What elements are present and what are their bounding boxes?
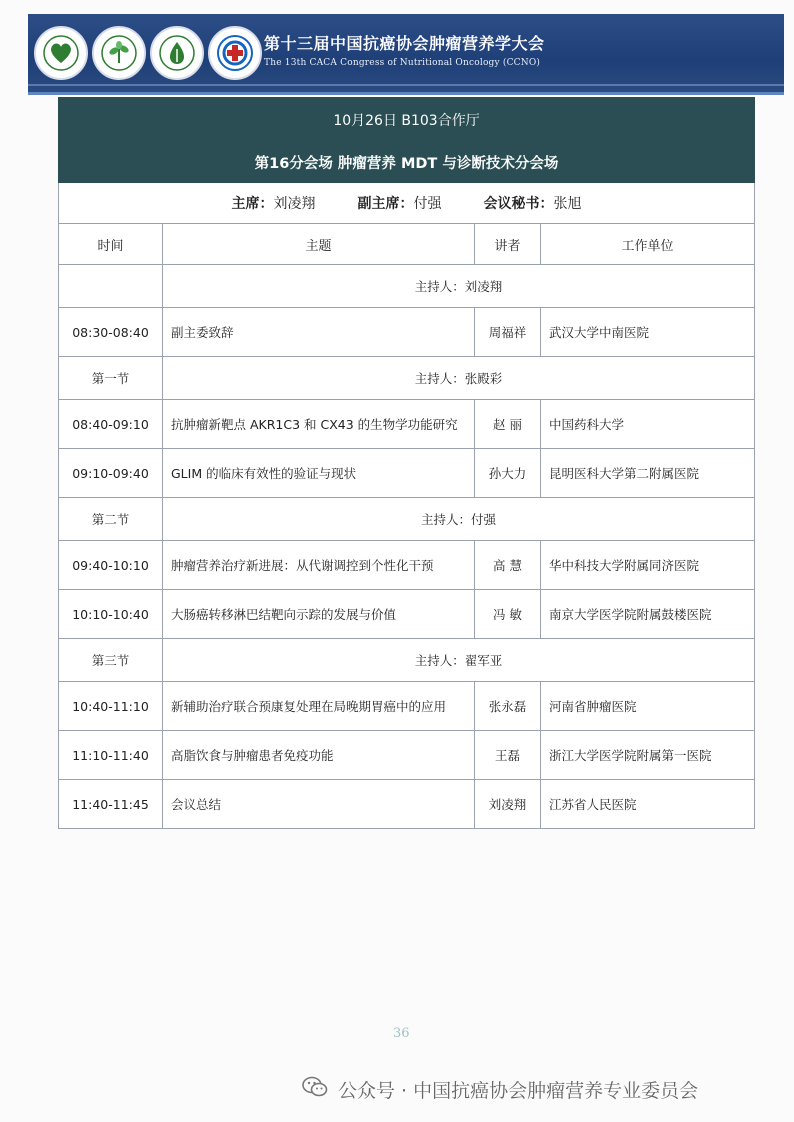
column-header-topic: 主题: [163, 224, 475, 265]
talk-unit: 南京大学医学院附属鼓楼医院: [541, 590, 755, 639]
drop-logo-icon: [150, 26, 204, 80]
host-row: [59, 498, 755, 541]
vice-chair-name: 付强: [413, 196, 442, 212]
talk-speaker: 冯 敏: [475, 590, 541, 639]
talk-speaker: 刘凌翔: [475, 780, 541, 829]
section-label: 第二节: [59, 498, 163, 541]
host-name: 主持人：付强: [163, 498, 755, 541]
table-row: [59, 590, 755, 639]
table-row: [59, 780, 755, 829]
talk-time: 10:40-11:10: [59, 682, 163, 731]
talk-topic: 抗肿瘤新靶点 AKR1C3 和 CX43 的生物学功能研究: [163, 400, 475, 449]
table-row: [59, 731, 755, 780]
talk-unit: 河南省肿瘤医院: [541, 682, 755, 731]
section-label: 第三节: [59, 639, 163, 682]
section-label: [59, 265, 163, 308]
column-header-speaker: 讲者: [475, 224, 541, 265]
talk-topic: 大肠癌转移淋巴结靶向示踪的发展与价值: [163, 590, 475, 639]
table-header-row: [59, 224, 755, 265]
talk-topic: 肿瘤营养治疗新进展：从代谢调控到个性化干预: [163, 541, 475, 590]
host-name: 主持人：张殿彩: [163, 357, 755, 400]
talk-speaker: 周福祥: [475, 308, 541, 357]
date-room: 10月26日 B103合作厅: [59, 98, 755, 143]
chairs-row: [59, 183, 755, 224]
table-row: [59, 449, 755, 498]
talk-speaker: 王磊: [475, 731, 541, 780]
table-row: [59, 541, 755, 590]
talk-speaker: 赵 丽: [475, 400, 541, 449]
page-number: 36: [393, 1026, 410, 1041]
talk-time: 11:10-11:40: [59, 731, 163, 780]
table-row: [59, 308, 755, 357]
section-label: 第一节: [59, 357, 163, 400]
talk-unit: 华中科技大学附属同济医院: [541, 541, 755, 590]
heart-logo-icon: [34, 26, 88, 80]
plant-logo-icon: [92, 26, 146, 80]
secretary-label: 会议秘书：: [483, 196, 554, 212]
talk-time: 10:10-10:40: [59, 590, 163, 639]
host-row: [59, 265, 755, 308]
talk-time: 09:40-10:10: [59, 541, 163, 590]
table-row: [59, 682, 755, 731]
talk-unit: 中国药科大学: [541, 400, 755, 449]
talk-unit: 浙江大学医学院附属第一医院: [541, 731, 755, 780]
watermark-text: 公众号 · 中国抗癌协会肿瘤营养专业委员会: [338, 1080, 699, 1102]
column-header-unit: 工作单位: [541, 224, 755, 265]
cross-logo-icon: [208, 26, 262, 80]
talk-unit: 江苏省人民医院: [541, 780, 755, 829]
talk-unit: 昆明医科大学第二附属医院: [541, 449, 755, 498]
conference-subtitle: The 13th CACA Congress of Nutritional Oncology (CCNO): [264, 58, 541, 68]
chair-label: 主席：: [231, 196, 274, 212]
vice-chair-label: 副主席：: [357, 196, 414, 212]
talk-speaker: 孙大力: [475, 449, 541, 498]
talk-topic: 会议总结: [163, 780, 475, 829]
host-name: 主持人：刘凌翔: [163, 265, 755, 308]
chair-name: 刘凌翔: [273, 196, 316, 212]
talk-unit: 武汉大学中南医院: [541, 308, 755, 357]
talk-time: 08:40-09:10: [59, 400, 163, 449]
wechat-icon: [302, 1076, 328, 1103]
wechat-watermark: [302, 1076, 698, 1103]
talk-speaker: 高 慧: [475, 541, 541, 590]
host-row: [59, 357, 755, 400]
host-row: [59, 639, 755, 682]
talk-time: 11:40-11:45: [59, 780, 163, 829]
talk-speaker: 张永磊: [475, 682, 541, 731]
talk-time: 08:30-08:40: [59, 308, 163, 357]
header-banner: [28, 14, 784, 95]
conference-title: 第十三届中国抗癌协会肿瘤营养学大会: [264, 34, 545, 53]
talk-time: 09:10-09:40: [59, 449, 163, 498]
session-title-row: [59, 142, 755, 183]
host-name: 主持人：翟军亚: [163, 639, 755, 682]
talk-topic: 新辅助治疗联合预康复处理在局晚期胃癌中的应用: [163, 682, 475, 731]
date-room-row: [59, 98, 755, 143]
column-header-time: 时间: [59, 224, 163, 265]
schedule-table: [58, 97, 755, 829]
talk-topic: GLIM 的临床有效性的验证与现状: [163, 449, 475, 498]
secretary-name: 张旭: [553, 196, 582, 212]
talk-topic: 副主委致辞: [163, 308, 475, 357]
session-title: 第16分会场 肿瘤营养 MDT 与诊断技术分会场: [59, 142, 755, 183]
table-row: [59, 400, 755, 449]
talk-topic: 高脂饮食与肿瘤患者免疫功能: [163, 731, 475, 780]
